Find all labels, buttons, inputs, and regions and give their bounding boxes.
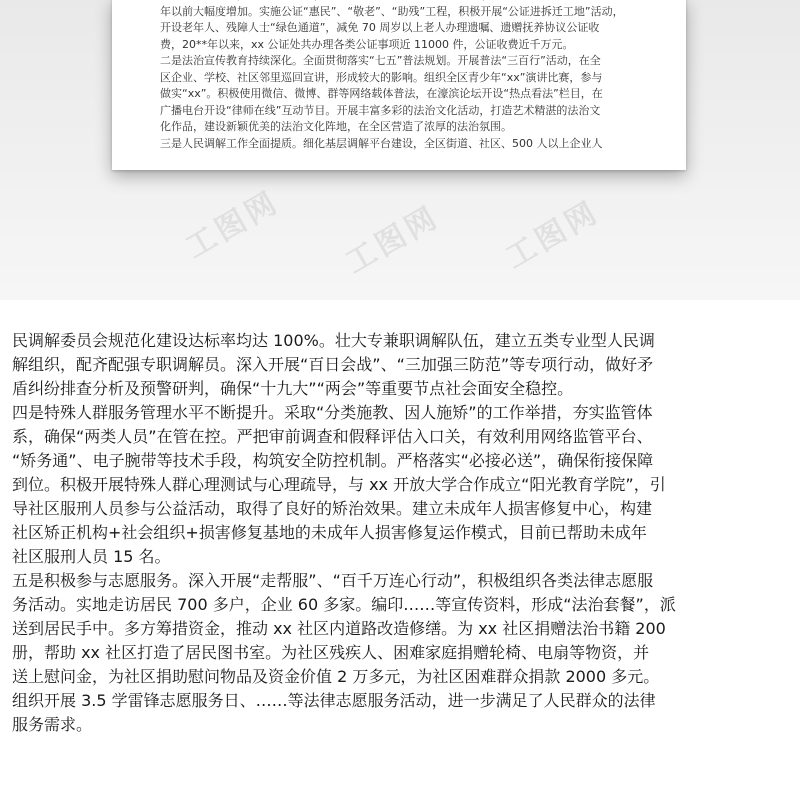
preview-line: 费，20**年以来，xx 公证处共办理各类公证事项近 11000 件，公证收费近千万元。 <box>160 37 574 51</box>
body-line: 组织开展 3.5 学雷锋志愿服务日、……等法律志愿服务活动，进一步满足了人民群众的法律 <box>12 691 656 710</box>
preview-line: 二是法治宣传教育持续深化。全面贯彻落实“七五”普法规划。开展普法“三百行”活动，在全 <box>160 54 601 67</box>
body-line: 解组织，配齐配强专职调解员。深入开展“百日会战”、“三加强三防范”等专项行动，做好矛 <box>12 355 654 374</box>
preview-line: 三是人民调解工作全面提质。细化基层调解平台建设，全区街道、社区、500 人以上企业人 <box>160 136 603 150</box>
body-line: 盾纠纷排查分析及预警研判，确保“十九大”“两会”等重要节点社会面安全稳控。 <box>12 379 574 398</box>
body-line: 送到居民手中。多方筹措资金，推动 xx 社区内道路改造修缮。为 xx 社区捐赠法治书籍 200 <box>12 619 666 638</box>
document-body <box>12 329 792 737</box>
preview-line: 开设老年人、残障人士“绿色通道”，减免 70 周岁以上老人办理遗嘱、遗赠抚养协议公证收 <box>160 21 600 34</box>
document-preview-card <box>112 0 686 170</box>
preview-band <box>0 0 800 300</box>
body-line: 送上慰问金，为社区捐助慰问物品及资金价值 2 万多元，为社区困难群众捐款 2000 多元。 <box>12 667 660 686</box>
watermark: 工图网 <box>339 199 446 281</box>
preview-line: 区企业、学校、社区邻里巡回宣讲，形成较大的影响。组织全区青少年“xx”演讲比赛，参与 <box>160 70 603 84</box>
body-line: 社区服刑人员 15 名。 <box>12 547 171 566</box>
body-line: 册，帮助 xx 社区打造了居民图书室。为社区残疾人、困难家庭捐赠轮椅、电扇等物资，并 <box>12 643 650 662</box>
watermark: 工图网 <box>499 194 606 276</box>
preview-text <box>160 0 680 152</box>
body-line: “矫务通”、电子腕带等技术手段，构筑安全防控机制。严格落实“必接必送”，确保衔接保障 <box>12 451 654 470</box>
preview-line <box>160 0 680 4</box>
preview-line: 年以前大幅度增加。实施公证“惠民”、“敬老”、“助残”工程，积极开展“公证进拆迁工地”活动， <box>160 4 624 18</box>
body-line: 系，确保“两类人员”在管在控。严把审前调查和假释评估入口关，有效利用网络监管平台、 <box>12 427 653 446</box>
preview-line: 做实“xx”。积极使用微信、微博、群等网络载体普法，在濠滨论坛开设“热点看法”栏目，在 <box>160 87 603 100</box>
body-line: 到位。积极开展特殊人群心理测试与心理疏导，与 xx 开放大学合作成立“阳光教育学院”，引 <box>12 475 666 494</box>
preview-line: 广播电台开设“律师在线”互动节目。开展丰富多彩的法治文化活动，打造艺术精湛的法治文 <box>160 103 601 117</box>
body-line: 服务需求。 <box>12 715 93 734</box>
preview-line: 化作品，建设新颖优美的法治文化阵地，在全区营造了浓厚的法治氛围。 <box>160 120 512 133</box>
body-line: 导社区服刑人员参与公益活动，取得了良好的矫治效果。建立未成年人损害修复中心，构建 <box>12 499 653 518</box>
body-line: 社区矫正机构+社会组织+损害修复基地的未成年人损害修复运作模式，目前已帮助未成年 <box>12 523 647 542</box>
body-line: 民调解委员会规范化建设达标率均达 100%。壮大专兼职调解队伍，建立五类专业型人民调 <box>12 331 655 350</box>
body-line: 四是特殊人群服务管理水平不断提升。采取“分类施教、因人施矫”的工作举措，夯实监管体 <box>12 403 653 422</box>
body-line: 务活动。实地走访居民 700 多户，企业 60 多家。编印……等宣传资料，形成“法治套餐”，派 <box>12 595 676 614</box>
body-line: 五是积极参与志愿服务。深入开展“走帮服”、“百千万连心行动”，积极组织各类法律志愿服 <box>12 571 654 590</box>
watermark: 工图网 <box>179 184 286 266</box>
